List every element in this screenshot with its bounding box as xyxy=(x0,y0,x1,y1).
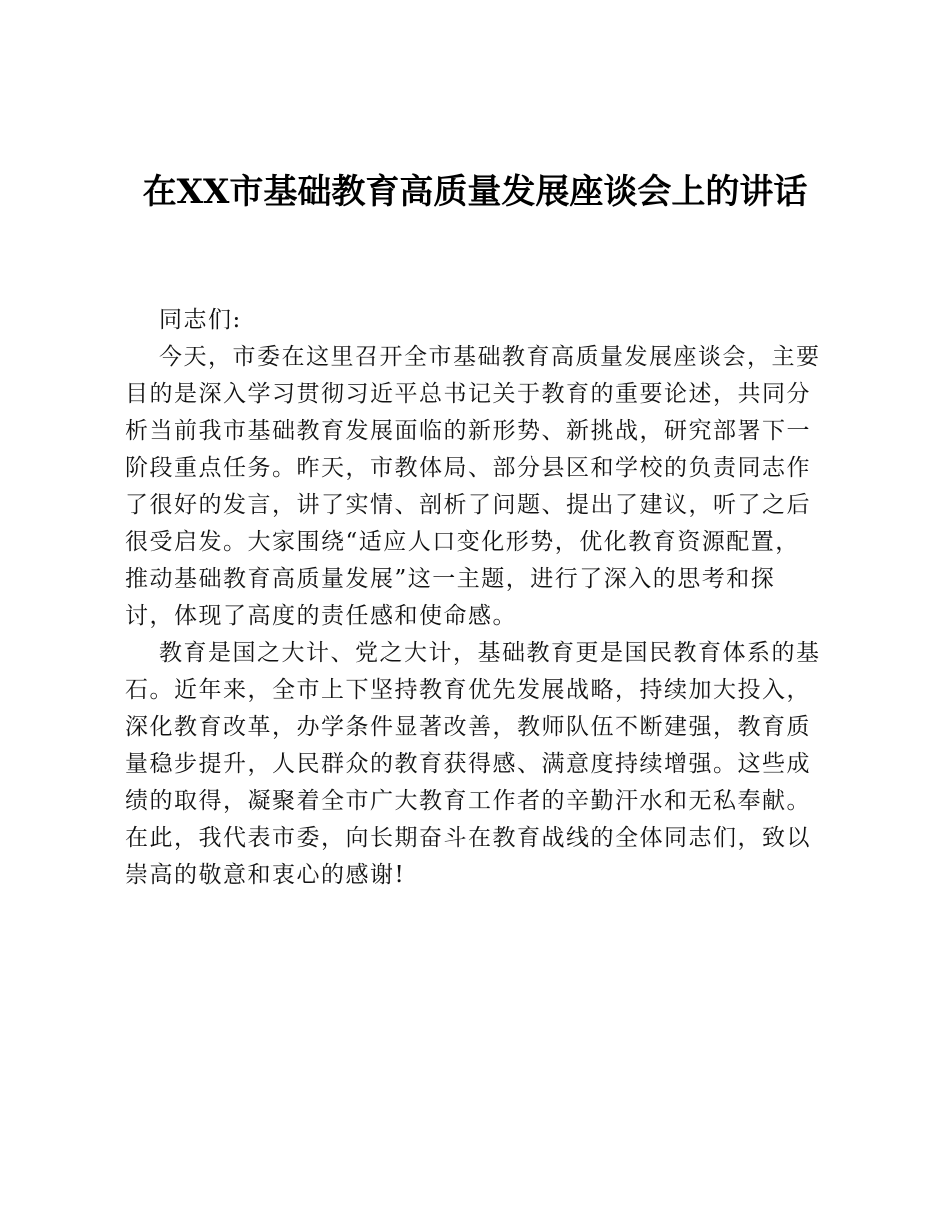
paragraph-1-line: 很受启发。大家围绕“适应人口变化形势，优化教育资源配置， xyxy=(125,529,800,555)
paragraph-2-line: 教育是国之大计、党之大计，基础教育更是国民教育体系的基 xyxy=(159,640,821,666)
paragraph-2-line: 量稳步提升，人民群众的教育获得感、满意度持续增强。这些成 xyxy=(125,751,811,777)
document-body xyxy=(125,302,830,894)
paragraph-1-line: 推动基础教育高质量发展”这一主题，进行了深入的思考和探 xyxy=(125,566,776,592)
paragraph-1-line: 今天，市委在这里召开全市基础教育高质量发展座谈会，主要 xyxy=(159,344,821,370)
paragraph-1-line: 讨，体现了高度的责任感和使命感。 xyxy=(125,603,517,629)
paragraph-1-line: 了很好的发言，讲了实情、剖析了问题、提出了建议，听了之后 xyxy=(125,492,811,518)
paragraph-2-line: 绩的取得，凝聚着全市广大教育工作者的辛勤汗水和无私奉献。 xyxy=(125,788,811,814)
paragraph-1-line: 阶段重点任务。昨天，市教体局、部分县区和学校的负责同志作 xyxy=(125,455,811,481)
paragraph-1-line: 析当前我市基础教育发展面临的新形势、新挑战，研究部署下一 xyxy=(125,418,811,444)
paragraph-2-line: 石。近年来，全市上下坚持教育优先发展战略，持续加大投入， xyxy=(125,677,811,703)
salutation: 同志们: xyxy=(159,307,242,333)
paragraph-2-line: 崇高的敬意和衷心的感谢! xyxy=(125,862,406,888)
paragraph-2-line: 深化教育改革，办学条件显著改善，教师队伍不断建强，教育质 xyxy=(125,714,811,740)
paragraph-2-line: 在此，我代表市委，向长期奋斗在教育战线的全体同志们，致以 xyxy=(125,825,811,851)
document-title: 在XX市基础教育高质量发展座谈会上的讲话 xyxy=(142,172,808,212)
paragraph-1-line: 目的是深入学习贯彻习近平总书记关于教育的重要论述，共同分 xyxy=(125,381,811,407)
